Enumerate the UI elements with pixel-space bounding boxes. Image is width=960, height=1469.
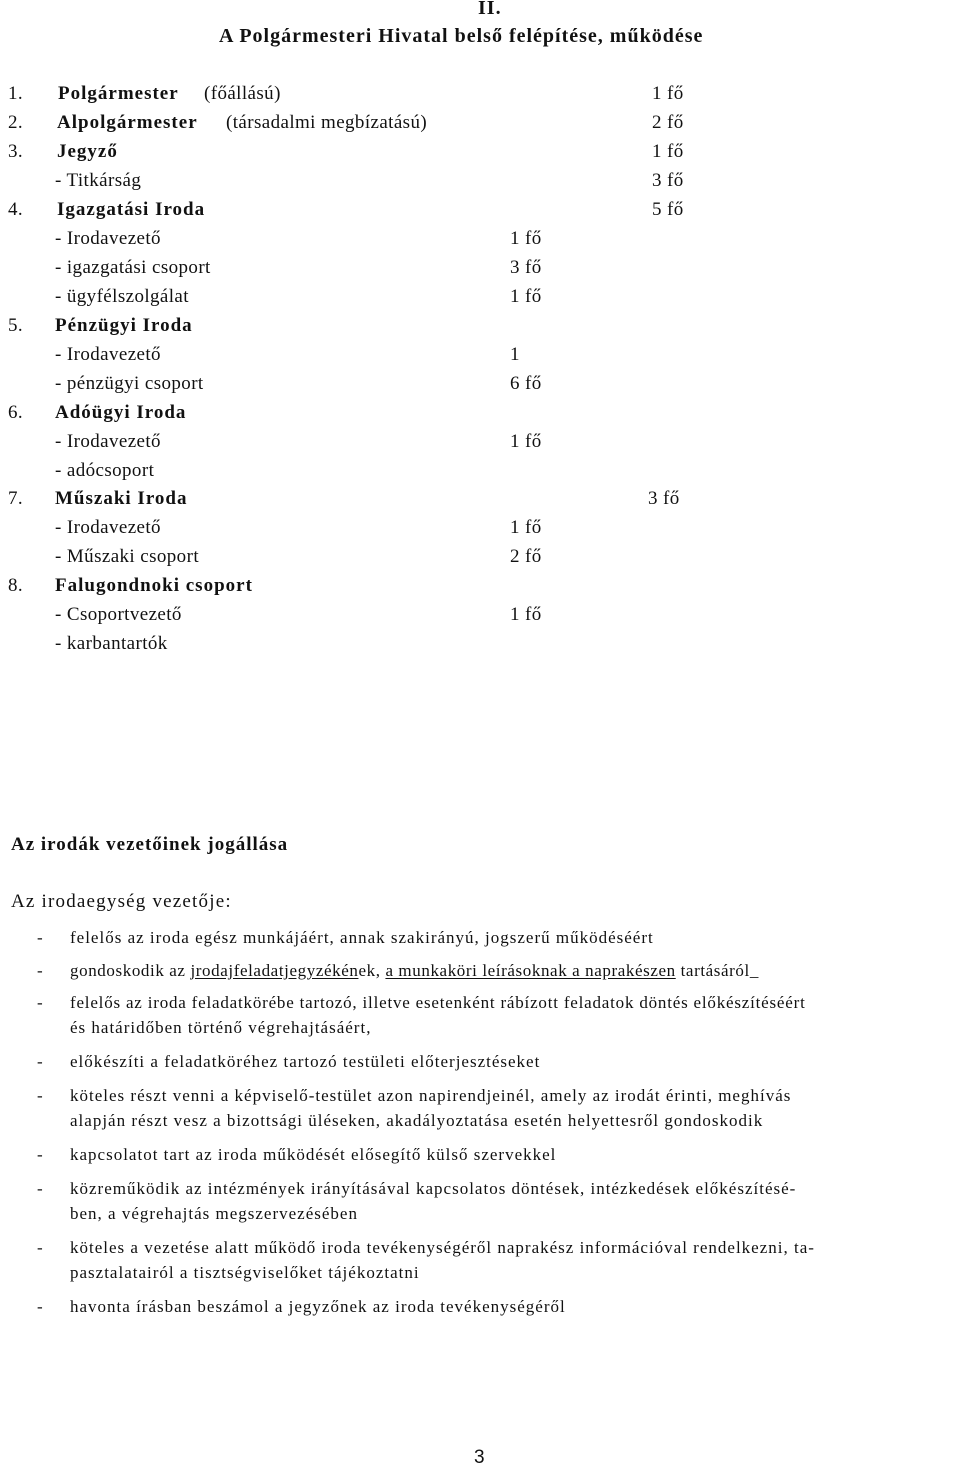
org-item-label: Falugondnoki csoport bbox=[55, 575, 253, 596]
org-item-count: 5 fő bbox=[652, 199, 684, 220]
org-sub-count: 1 bbox=[510, 344, 520, 365]
org-sub-count: 1 fő bbox=[510, 228, 542, 249]
org-sub-label: - Csoportvezető bbox=[55, 604, 182, 625]
section-intro: Az irodaegység vezetője: bbox=[11, 891, 232, 912]
org-item-number: 3. bbox=[8, 141, 24, 162]
duty-item: havonta írásban beszámol a jegyzőnek az iroda tevékenységéről bbox=[70, 1297, 566, 1316]
org-item-count: 2 fő bbox=[652, 112, 684, 133]
page-number: 3 bbox=[474, 1447, 485, 1468]
org-item-label: Adóügyi Iroda bbox=[55, 402, 187, 423]
list-dash: - bbox=[37, 1179, 44, 1198]
list-dash: - bbox=[37, 1086, 44, 1105]
duty-item-continuation: és határidőben történő végrehajtásáért, bbox=[70, 1018, 372, 1037]
org-sub-label: - ügyfélszolgálat bbox=[55, 286, 189, 307]
duty-item: köteles a vezetése alatt működő iroda tevékenységéről naprakész információval rendelkezni, ta- bbox=[70, 1238, 815, 1257]
org-sub-label: - Irodavezető bbox=[55, 517, 161, 538]
org-sub-label: - pénzügyi csoport bbox=[55, 373, 204, 394]
org-item-number: 6. bbox=[8, 402, 24, 423]
org-sub-label: - Irodavezető bbox=[55, 344, 161, 365]
duty-item bbox=[70, 960, 759, 982]
duty-item: felelős az iroda egész munkájáért, annak szakirányú, jogszerű működéséért bbox=[70, 928, 654, 947]
section-roman-numeral: II. bbox=[478, 0, 502, 19]
org-item-note: (főállású) bbox=[204, 83, 281, 104]
org-item-number: 8. bbox=[8, 575, 24, 596]
list-dash: - bbox=[37, 961, 44, 980]
org-sub-label: - Irodavezető bbox=[55, 228, 161, 249]
org-sub-count: 6 fő bbox=[510, 373, 542, 394]
org-item-count: 3 fő bbox=[648, 488, 680, 509]
org-sub-label: - adócsoport bbox=[55, 460, 155, 481]
list-dash: - bbox=[37, 1145, 44, 1164]
duty-text: tartásáról_ bbox=[680, 961, 759, 980]
duty-item: kapcsolatot tart az iroda működését elősegítő külső szervekkel bbox=[70, 1145, 557, 1164]
org-sub-label: - Irodavezető bbox=[55, 431, 161, 452]
list-dash: - bbox=[37, 928, 44, 947]
org-item-label: Polgármester bbox=[58, 83, 179, 104]
duty-text: ek, bbox=[358, 961, 381, 980]
org-item-number: 4. bbox=[8, 199, 24, 220]
duty-underlined-text: a munkaköri leírásoknak a naprakészen bbox=[385, 961, 676, 980]
duty-item: előkészíti a feladatköréhez tartozó testületi előterjesztéseket bbox=[70, 1052, 541, 1071]
org-item-label: Pénzügyi Iroda bbox=[55, 315, 193, 336]
org-sub-count: 1 fő bbox=[510, 286, 542, 307]
org-sub-count: 3 fő bbox=[510, 257, 542, 278]
org-item-label: Műszaki Iroda bbox=[55, 488, 188, 509]
org-sub-count: 1 fő bbox=[510, 604, 542, 625]
org-sub-label: - Titkárság bbox=[55, 170, 142, 191]
org-sub-label: - Műszaki csoport bbox=[55, 546, 199, 567]
org-item-number: 1. bbox=[8, 83, 24, 104]
page-title: A Polgármesteri Hivatal belső felépítése, működése bbox=[219, 25, 704, 47]
org-sub-count: 2 fő bbox=[510, 546, 542, 567]
org-item-number: 5. bbox=[8, 315, 24, 336]
org-sub-count: 1 fő bbox=[510, 431, 542, 452]
org-item-count: 1 fő bbox=[652, 141, 684, 162]
org-item-number: 2. bbox=[8, 112, 24, 133]
org-sub-count: 3 fő bbox=[652, 170, 684, 191]
org-sub-label: - karbantartók bbox=[55, 633, 168, 654]
org-sub-count: 1 fő bbox=[510, 517, 542, 538]
list-dash: - bbox=[37, 993, 44, 1012]
duty-item-continuation: pasztalatairól a tisztségviselőket tájékoztatni bbox=[70, 1263, 420, 1282]
section-heading: Az irodák vezetőinek jogállása bbox=[11, 834, 289, 855]
duty-text: gondoskodik az bbox=[70, 961, 186, 980]
duty-item-continuation: alapján részt vesz a bizottsági üléseken, akadályoztatása esetén helyettesről gondoskodik bbox=[70, 1111, 764, 1130]
org-item-label: Jegyző bbox=[57, 141, 118, 162]
org-item-note: (társadalmi megbízatású) bbox=[226, 112, 428, 133]
duty-item: közreműködik az intézmények irányításával kapcsolatos döntések, intézkedések előkészítésé- bbox=[70, 1179, 797, 1198]
list-dash: - bbox=[37, 1297, 44, 1316]
org-item-number: 7. bbox=[8, 488, 24, 509]
duty-item-continuation: ben, a végrehajtás megszervezésében bbox=[70, 1204, 358, 1223]
org-item-label: Igazgatási Iroda bbox=[57, 199, 206, 220]
duty-item: felelős az iroda feladatkörébe tartozó, illetve esetenként rábízott feladatok döntés előkészítéséért bbox=[70, 993, 806, 1012]
duty-underlined-text: jrodajfeladatjegyzékén bbox=[190, 961, 359, 980]
org-sub-label: - igazgatási csoport bbox=[55, 257, 211, 278]
list-dash: - bbox=[37, 1052, 44, 1071]
duty-item: köteles részt venni a képviselő-testület azon napirendjeinél, amely az irodát érinti, meghívás bbox=[70, 1086, 792, 1105]
list-dash: - bbox=[37, 1238, 44, 1257]
org-item-count: 1 fő bbox=[652, 83, 684, 104]
org-item-label: Alpolgármester bbox=[57, 112, 198, 133]
